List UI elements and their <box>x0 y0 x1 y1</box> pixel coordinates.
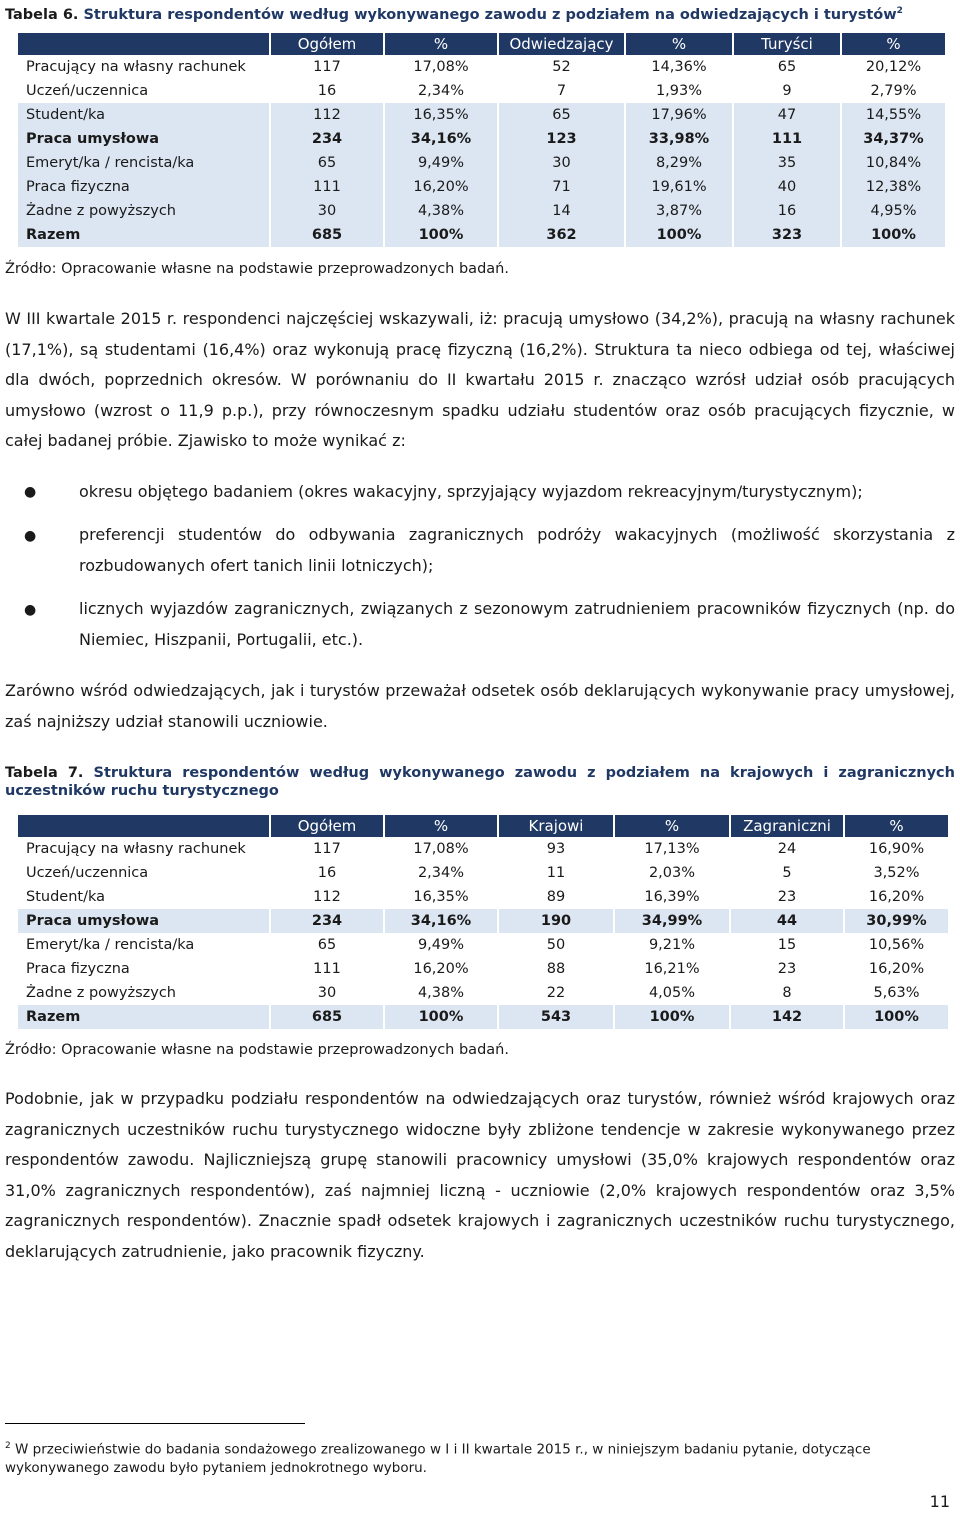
table6-cell: 30 <box>271 199 383 223</box>
table6-row-label: Student/ka <box>18 103 269 127</box>
table6-row <box>18 151 945 175</box>
table6-cell: 8,29% <box>626 151 732 175</box>
table7-caption <box>5 764 955 800</box>
table6-cell: 112 <box>271 103 383 127</box>
table6-cell: 9 <box>782 83 792 99</box>
table6-row <box>18 55 945 79</box>
table6-cell: 2,79% <box>870 83 917 99</box>
table7-row-label: Praca fizyczna <box>26 961 130 977</box>
table6-caption-number: Tabela 6. <box>5 6 79 23</box>
table6-footnote-ref: 2 <box>896 6 903 16</box>
table7-cell: 234 <box>271 909 383 933</box>
table6-header-pct3: % <box>842 33 945 55</box>
table7-cell: 111 <box>313 961 341 977</box>
table6-row <box>18 103 945 127</box>
table7-cell: 685 <box>271 1005 383 1029</box>
table6-row <box>18 199 945 223</box>
table7-header-pct2: % <box>615 815 729 837</box>
table7-row <box>18 933 948 957</box>
table7-row <box>18 909 948 933</box>
table7-cell: 16,35% <box>413 889 469 905</box>
table6-cell: 35 <box>734 151 840 175</box>
table7-cell: 142 <box>731 1005 843 1029</box>
table6-cell: 16,20% <box>385 175 497 199</box>
table7-cell: 2,03% <box>648 865 696 881</box>
table6-cell: 16 <box>317 83 337 99</box>
table7-cell: 44 <box>731 909 843 933</box>
table6-cell: 16,35% <box>385 103 497 127</box>
table6-row-label: Żadne z powyższych <box>18 199 269 223</box>
table6-cell: 111 <box>271 175 383 199</box>
table7-row-label: Student/ka <box>26 889 105 905</box>
table7-cell: 100% <box>385 1005 497 1029</box>
table6-cell: 234 <box>271 127 383 151</box>
table6-row-label: Emeryt/ka / rencista/ka <box>18 151 269 175</box>
table6-caption <box>5 2 903 24</box>
table7-cell: 34,99% <box>615 909 729 933</box>
table7-cell: 30 <box>317 985 337 1001</box>
table6-cell: 33,98% <box>626 127 732 151</box>
table7-cell: 15 <box>777 937 797 953</box>
table7-cell: 88 <box>546 961 566 977</box>
table7-header-pct3: % <box>845 815 948 837</box>
table7-cell: 30,99% <box>845 909 948 933</box>
bullet-2: preferencji studentów do odbywania zagranicznych podróży wakacyjnych (możliwość skorzystania z rozbudowanych ofert tanich linii lotniczych); <box>79 525 955 575</box>
table7-cell: 100% <box>845 1005 948 1029</box>
table7-cell: 16,20% <box>868 961 925 977</box>
bullet-3-dot: ● <box>24 602 37 618</box>
table7-header-total: Ogółem <box>271 815 383 837</box>
table6-row <box>18 79 945 103</box>
table7-cell: 16,21% <box>644 961 700 977</box>
table7-cell: 24 <box>777 841 797 857</box>
table6-cell: 16 <box>734 199 840 223</box>
table6 <box>16 33 947 247</box>
table7-cell: 5 <box>782 865 792 881</box>
table7-cell: 23 <box>777 889 797 905</box>
table6-cell: 40 <box>734 175 840 199</box>
table6-cell: 65 <box>271 151 383 175</box>
table6-cell: 71 <box>499 175 624 199</box>
table6-cell: 100% <box>626 223 732 247</box>
page-number: 11 <box>929 1492 950 1511</box>
table6-row-label: Razem <box>18 223 269 247</box>
table6-cell: 14,36% <box>651 59 707 75</box>
table6-cell: 2,34% <box>417 83 465 99</box>
table7-row <box>18 981 948 1005</box>
table6-cell: 100% <box>385 223 497 247</box>
table6-row-label: Uczeń/uczennica <box>26 83 149 99</box>
table6-cell: 4,38% <box>385 199 497 223</box>
table6-cell: 323 <box>734 223 840 247</box>
footnote-text: W przeciwieństwie do badania sondażowego zrealizowanego w I i II kwartale 2015 r., w niniejszym badaniu pytanie, dotyczące wykonywanego zawodu było pytaniem jednokrotnego wyboru. <box>5 1441 871 1476</box>
table6-cell: 52 <box>552 59 571 75</box>
table6-header-row <box>18 33 945 55</box>
bullet-2-dot: ● <box>24 528 37 544</box>
table6-cell: 123 <box>499 127 624 151</box>
bullet-3: licznych wyjazdów zagranicznych, związanych z sezonowym zatrudnieniem pracowników fizycznych (np. do Niemiec, Hiszpanii, Portugalii, etc.). <box>79 599 955 649</box>
table7-cell: 2,34% <box>417 865 465 881</box>
table7-cell: 117 <box>313 841 341 857</box>
table6-header-visitors: Odwiedzający <box>499 33 624 55</box>
table6-cell: 362 <box>499 223 624 247</box>
table6-cell: 19,61% <box>626 175 732 199</box>
table6-cell: 47 <box>734 103 840 127</box>
table6-header-pct1: % <box>385 33 497 55</box>
table7-row-label: Żadne z powyższych <box>26 985 176 1001</box>
table6-header-blank <box>18 33 269 55</box>
bullet-1: okresu objętego badaniem (okres wakacyjny, sprzyjający wyjazdom rekreacyjnym/turystycznym); <box>79 482 863 501</box>
paragraph-2: Zarówno wśród odwiedzających, jak i turystów przeważał odsetek osób deklarujących wykonywanie pracy umysłowej, zaś najniższy udział stanowili uczniowie. <box>5 681 955 731</box>
table7-row <box>18 957 948 981</box>
table7-cell: 9,21% <box>648 937 696 953</box>
table7-cell: 17,13% <box>644 841 700 857</box>
table7-row-label: Emeryt/ka / rencista/ka <box>26 937 195 953</box>
footnote-mark: 2 <box>5 1441 11 1451</box>
table7-cell: 4,38% <box>417 985 465 1001</box>
table7-cell: 16 <box>317 865 337 881</box>
table6-cell: 685 <box>271 223 383 247</box>
table6-row-label: Pracujący na własny rachunek <box>26 59 246 75</box>
table7-cell: 16,90% <box>868 841 925 857</box>
table6-cell: 17,96% <box>626 103 732 127</box>
table7-row-label: Razem <box>18 1005 269 1029</box>
table6-caption-title: Struktura respondentów według wykonywanego zawodu z podziałem na odwiedzających i turystów <box>83 6 897 23</box>
paragraph-1: W III kwartale 2015 r. respondenci najczęściej wskazywali, iż: pracują umysłowo (34,2%), pracują na własny rachunek (17,1%), są studentami (16,4%) oraz wykonują pracę fizyczną (16,2%). Struktura ta nieco odbiega od tej, właściwej dla dwóch, poprzednich okresów. W porównaniu do II kwartału 2015 r. znacząco wzrósł udział osób pracujących umysłowo (wzrost o 11,9 p.p.), przy równoczesnym spadku udziału studentów oraz osób pracujących fizycznie, w całej badanej próbie. Zjawisko to może wynikać z: <box>5 309 955 450</box>
table7-cell: 89 <box>546 889 566 905</box>
table6-row <box>18 175 945 199</box>
table6-cell: 17,08% <box>413 59 469 75</box>
table6-header-pct2: % <box>626 33 732 55</box>
table6-cell: 34,37% <box>842 127 945 151</box>
table7-cell: 4,05% <box>648 985 696 1001</box>
table7-header-domestic: Krajowi <box>499 815 613 837</box>
table6-source: Źródło: Opracowanie własne na podstawie przeprowadzonych badań. <box>5 261 509 277</box>
table6-cell: 7 <box>556 83 567 99</box>
table7-header-foreign: Zagraniczni <box>731 815 843 837</box>
table7-header-row <box>18 815 948 837</box>
table7-cell: 9,49% <box>417 937 465 953</box>
table6-cell: 65 <box>499 103 624 127</box>
table7-cell: 23 <box>777 961 797 977</box>
table7-cell: 11 <box>546 865 566 881</box>
paragraph-3: Podobnie, jak w przypadku podziału respondentów na odwiedzających oraz turystów, również wśród krajowych oraz zagranicznych uczestników ruchu turystycznego widoczne były zbliżone tendencje w zakresie wykonywanego przez respondentów zawodu. Najliczniejszą grupę stanowili pracownicy umysłowi (35,0% krajowych respondentów oraz 31,0% zagranicznych respondentów), zaś najmniej liczną - uczniowie (2,0% krajowych respondentów oraz 3,5% zagranicznych respondentów). Znacznie spadł odsetek krajowych i zagranicznych uczestników ruchu turystycznego, deklarujących zatrudnienie, jako pracownik fizyczny. <box>5 1089 955 1261</box>
table6-cell: 4,95% <box>842 199 945 223</box>
table7-row <box>18 861 948 885</box>
table7-row-label: Pracujący na własny rachunek <box>26 841 246 857</box>
table6-cell: 12,38% <box>842 175 945 199</box>
table7-row-label: Praca umysłowa <box>18 909 269 933</box>
table7-cell: 65 <box>317 937 337 953</box>
table6-cell: 14 <box>499 199 624 223</box>
table6-cell: 111 <box>734 127 840 151</box>
footnote-separator <box>5 1423 305 1424</box>
table7-cell: 17,08% <box>413 841 469 857</box>
table7-row-label: Uczeń/uczennica <box>26 865 149 881</box>
table6-cell: 10,84% <box>842 151 945 175</box>
table7-cell: 190 <box>499 909 613 933</box>
table7-cell: 112 <box>313 889 341 905</box>
table7-cell: 16,20% <box>413 961 469 977</box>
table7-row <box>18 837 948 861</box>
table7 <box>16 815 950 1029</box>
table7-header-pct1: % <box>385 815 497 837</box>
bullet-1-dot: ● <box>24 484 37 500</box>
table7-cell: 543 <box>499 1005 613 1029</box>
table7-cell: 50 <box>546 937 566 953</box>
table6-cell: 65 <box>777 59 797 75</box>
table6-cell: 9,49% <box>385 151 497 175</box>
table6-cell: 100% <box>842 223 945 247</box>
table6-cell: 14,55% <box>842 103 945 127</box>
table6-header-tourists: Turyści <box>734 33 840 55</box>
table6-cell: 34,16% <box>385 127 497 151</box>
table7-source: Źródło: Opracowanie własne na podstawie przeprowadzonych badań. <box>5 1042 509 1058</box>
table7-caption-title: Struktura respondentów według wykonywanego zawodu z podziałem na krajowych i zagranicznych uczestników ruchu turystycznego <box>5 765 955 799</box>
table7-cell: 22 <box>546 985 566 1001</box>
table7-cell: 34,16% <box>385 909 497 933</box>
table7-cell: 100% <box>615 1005 729 1029</box>
table7-row <box>18 885 948 909</box>
table7-row <box>18 1005 948 1029</box>
table7-cell: 16,39% <box>644 889 700 905</box>
table7-caption-number: Tabela 7. <box>5 765 84 781</box>
table6-row <box>18 223 945 247</box>
table7-cell: 16,20% <box>868 889 925 905</box>
table7-cell: 5,63% <box>873 985 920 1001</box>
table6-cell: 1,93% <box>655 83 703 99</box>
table7-header-blank <box>18 815 269 837</box>
table6-cell: 20,12% <box>865 59 922 75</box>
table7-cell: 93 <box>546 841 566 857</box>
table7-cell: 8 <box>782 985 792 1001</box>
table7-cell: 3,52% <box>873 865 920 881</box>
table6-cell: 30 <box>499 151 624 175</box>
table6-row-label: Praca fizyczna <box>18 175 269 199</box>
table6-cell: 3,87% <box>626 199 732 223</box>
footnote <box>5 1437 955 1477</box>
table6-row-label: Praca umysłowa <box>18 127 269 151</box>
table6-cell: 117 <box>313 59 341 75</box>
table6-header-total: Ogółem <box>271 33 383 55</box>
table7-cell: 10,56% <box>868 937 925 953</box>
table6-row <box>18 127 945 151</box>
